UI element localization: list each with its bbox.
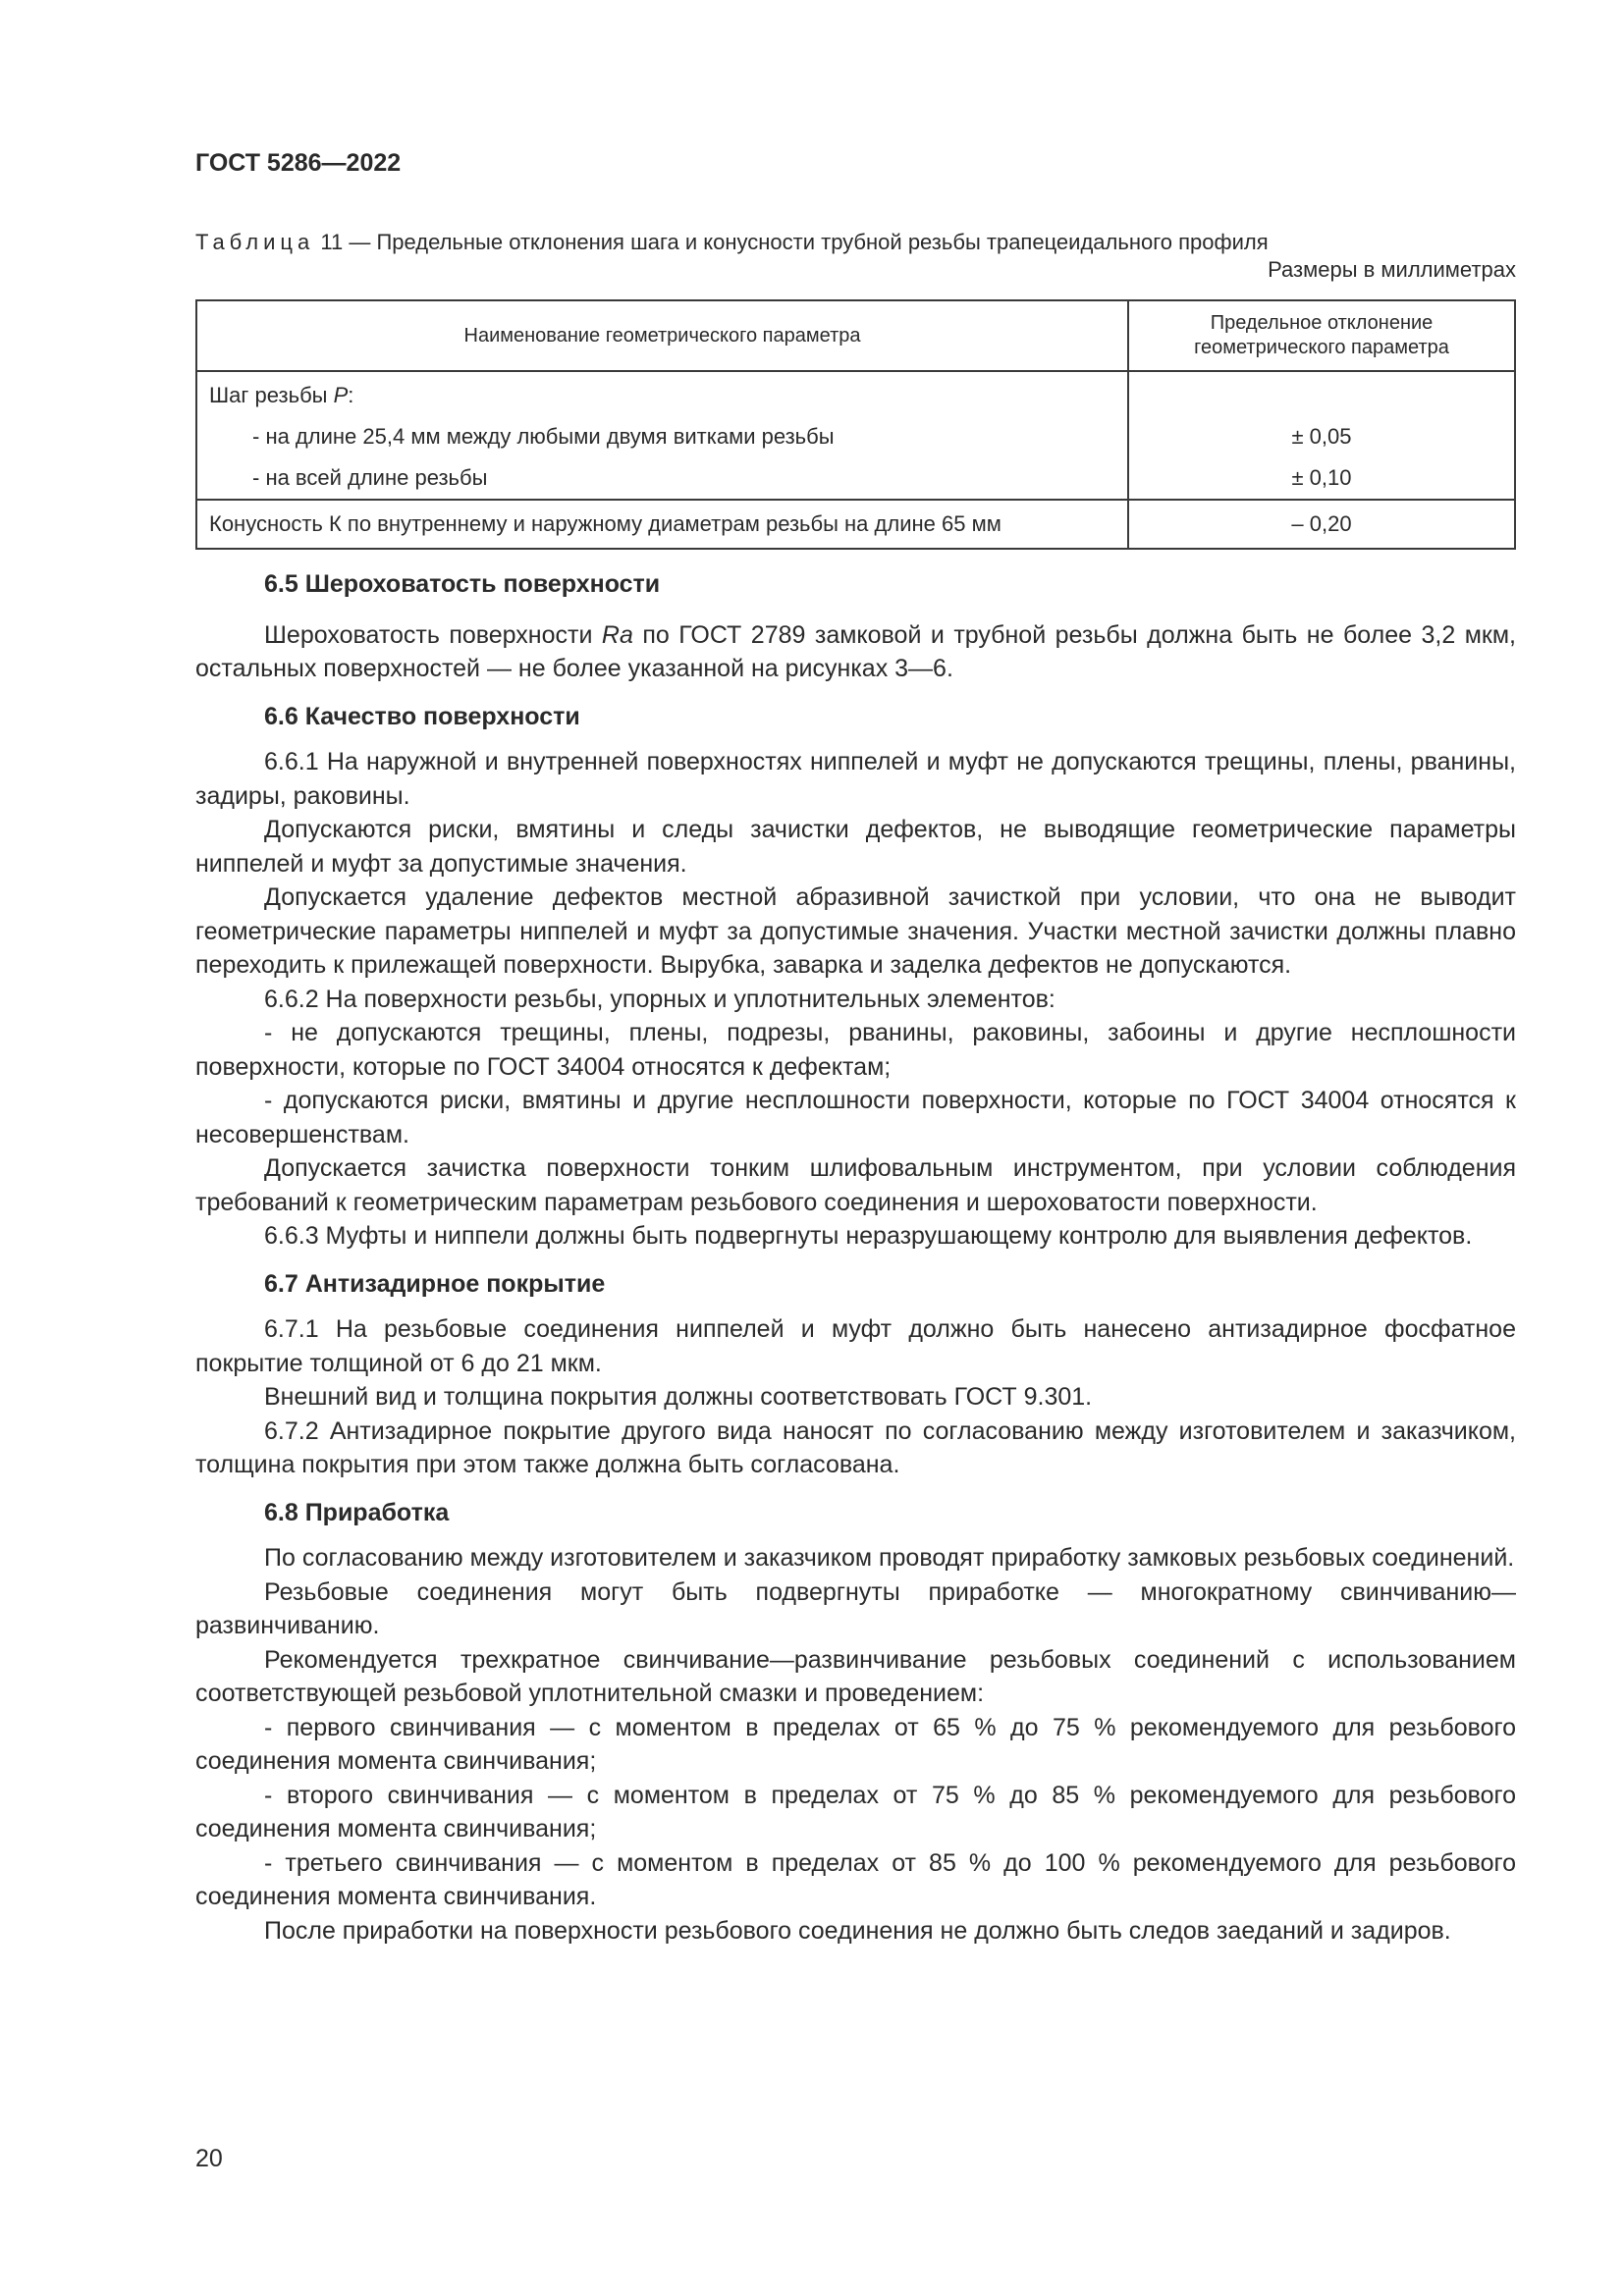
section-6-5-paragraph (195, 618, 1516, 686)
document-body (195, 567, 1516, 1948)
row1-label-colon: : (348, 383, 354, 407)
paragraph: Резьбовые соединения могут быть подвергнуты приработке — многократному свинчиванию—развинчиванию. (195, 1577, 1516, 1639)
section-6-8-title: 6.8 Приработка (264, 1498, 450, 1526)
table-caption (195, 228, 1516, 257)
document-header: ГОСТ 5286—2022 (195, 149, 402, 177)
row1-label-symbol: P (333, 383, 349, 407)
s65-text-a: Шероховатость поверхности (264, 620, 602, 649)
col1-header: Наименование геометрического параметра (196, 300, 1128, 371)
paragraph: Внешний вид и толщина покрытия должны соответствовать ГОСТ 9.301. (264, 1383, 1093, 1411)
section-6-5-title: 6.5 Шероховатость поверхности (264, 570, 661, 598)
table-caption-text: 11 — Предельные отклонения шага и конусности трубной резьбы трапецеидального профиля (320, 230, 1269, 254)
col2-header-line1: Предельное отклонение (1210, 312, 1434, 334)
table-header-row (196, 300, 1515, 371)
list-item: - первого свинчивания — с моментом в пределах от 65 % до 75 % рекомендуемого для резьбового соединения момента свинчивания; (195, 1713, 1516, 1775)
list-item: - второго свинчивания — с моментом в пределах от 75 % до 85 % рекомендуемого для резьбового соединения момента свинчивания; (195, 1781, 1516, 1842)
row2-value: – 0,20 (1128, 500, 1515, 549)
paragraph: 6.6.2 На поверхности резьбы, упорных и уплотнительных элементов: (264, 985, 1056, 1013)
paragraph: Допускается удаление дефектов местной абразивной зачисткой при условии, что она не выводит геометрические параметры ниппелей и муфт за допустимые значения. Участки местной зачистки должны плавно переходить к прилежащей поверхности. Вырубка, заварка и заделка дефектов не допускаются. (195, 883, 1516, 979)
row1-label-cell (196, 371, 1128, 500)
paragraph: 6.6.1 На наружной и внутренней поверхностях ниппелей и муфт не допускаются трещины, плены, рванины, задиры, раковины. (195, 748, 1516, 810)
list-item: - не допускаются трещины, плены, подрезы, рванины, раковины, забоины и другие несплошности поверхности, которые по ГОСТ 34004 относятся к дефектам; (195, 1019, 1516, 1081)
row1-value-cell (1128, 371, 1515, 500)
row1-label (209, 372, 1115, 416)
paragraph: Допускается зачистка поверхности тонким шлифовальным инструментом, при условии соблюдения требований к геометрическим параметрам резьбового соединения и шероховатости поверхности. (195, 1154, 1516, 1216)
section-6-6-title: 6.6 Качество поверхности (264, 702, 580, 730)
row1-label-text: Шаг резьбы (209, 383, 334, 407)
row1-sub1-value: ± 0,05 (1291, 424, 1352, 449)
paragraph: Рекомендуется трехкратное свинчивание—развинчивание резьбовых соединений с использованием соответствующей резьбовой уплотнительной смазки и проведением: (195, 1645, 1516, 1707)
paragraph: 6.7.1 На резьбовые соединения ниппелей и муфт должно быть нанесено антизадирное фосфатное покрытие толщиной от 6 до 21 мкм. (195, 1315, 1516, 1377)
table-row (196, 500, 1515, 549)
s65-text-b: по ГОСТ 2789 замковой и трубной резьбы должна быть не более 3,2 мкм, остальных поверхностей — не более указанной на рисунках 3—6. (195, 620, 1516, 682)
page-number: 20 (195, 2145, 223, 2172)
paragraph: 6.7.2 Антизадирное покрытие другого вида наносят по согласованию между изготовителем и заказчиком, толщина покрытия при этом также должна быть согласована. (195, 1416, 1516, 1478)
row2-label: Конусность К по внутреннему и наружному диаметрам резьбы на длине 65 мм (196, 500, 1128, 549)
col2-header-line2: геометрического параметра (1194, 337, 1449, 358)
row1-sub2-value: ± 0,10 (1291, 465, 1352, 490)
section-6-7-title: 6.7 Антизадирное покрытие (264, 1269, 606, 1298)
table-row (196, 371, 1515, 500)
list-item: - допускаются риски, вмятины и другие несплошности поверхности, которые по ГОСТ 34004 относятся к несовершенствам. (195, 1087, 1516, 1148)
paragraph: Допускаются риски, вмятины и следы зачистки дефектов, не выводящие геометрические параметры ниппелей и муфт за допустимые значения. (195, 816, 1516, 878)
tolerance-table (195, 299, 1516, 550)
paragraph: После приработки на поверхности резьбового соединения не должно быть следов заеданий и задиров. (264, 1916, 1451, 1945)
row1-sub1: - на длине 25,4 мм между любыми двумя витками резьбы (252, 424, 835, 449)
table-units: Размеры в миллиметрах (1268, 257, 1516, 282)
col2-header (1128, 300, 1515, 371)
s65-ra-symbol: Ra (601, 620, 633, 649)
paragraph: 6.6.3 Муфты и ниппели должны быть подвергнуты неразрушающему контролю для выявления дефектов. (264, 1222, 1473, 1250)
table-caption-word: Таблица (195, 230, 315, 254)
paragraph: По согласованию между изготовителем и заказчиком проводят приработку замковых резьбовых соединений. (264, 1544, 1515, 1572)
list-item: - третьего свинчивания — с моментом в пределах от 85 % до 100 % рекомендуемого для резьбового соединения момента свинчивания. (195, 1848, 1516, 1910)
row1-value-empty (1141, 372, 1502, 416)
row1-sub2: - на всей длине резьбы (252, 465, 488, 490)
